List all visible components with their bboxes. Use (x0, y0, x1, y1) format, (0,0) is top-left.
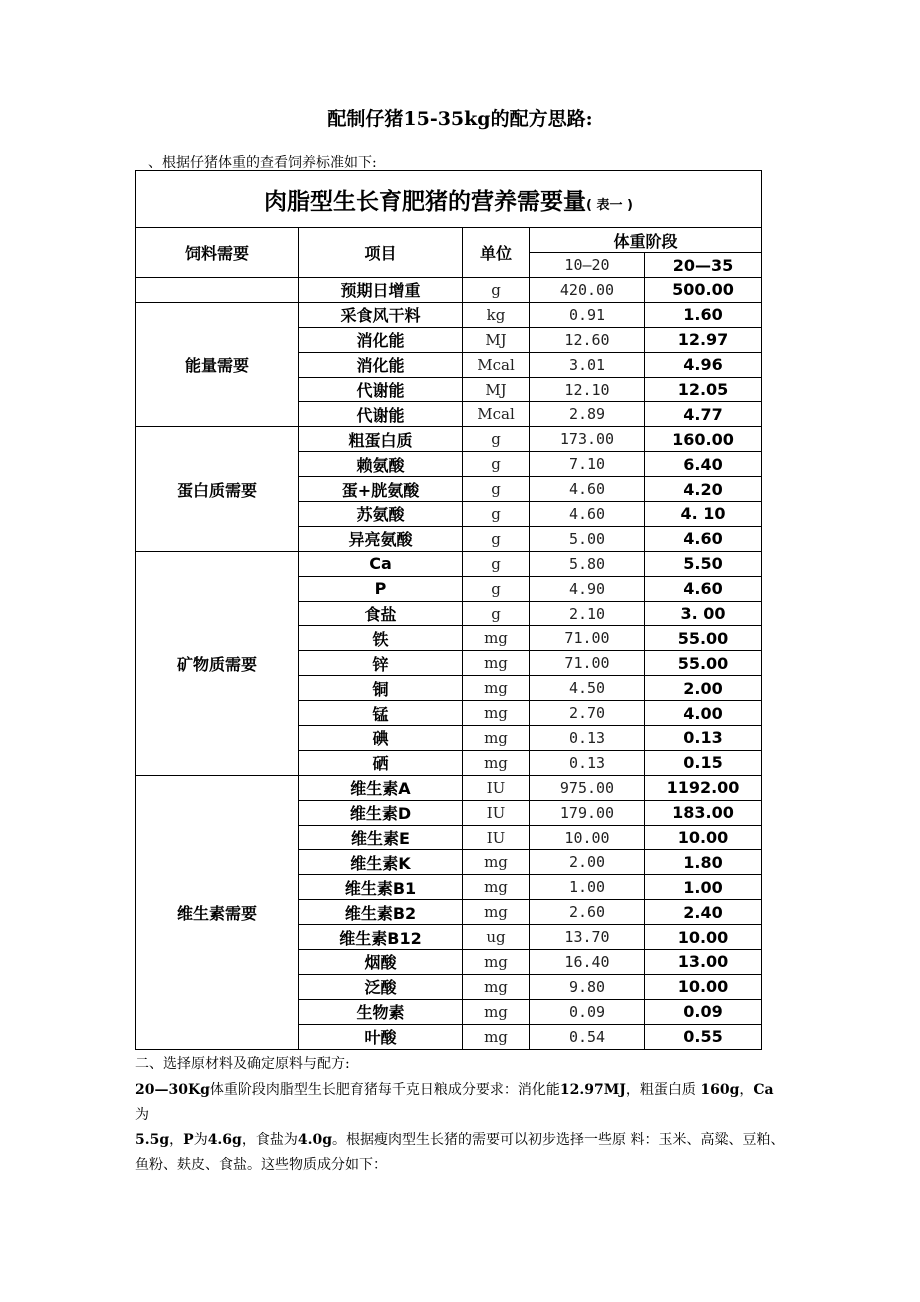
stage1-value: 16.40 (530, 950, 645, 975)
nutrition-table (135, 170, 762, 1050)
unit-cell: mg (463, 850, 530, 875)
stage2-value: 500.00 (645, 278, 762, 303)
unit-cell: Mcal (463, 402, 530, 427)
requirement-paragraph: 20—30Kg体重阶段肉脂型生长肥育猪每千克日粮成分要求：消化能12.97MJ，粗蛋白质 160g，Ca为 5.5g，P为4.6g，食盐为4.0g。根据瘦肉型生长猪的需要可以初步选择一些原 料：玉米、高粱、豆粕、鱼粉、麸皮、食盐。这些物质成分如下： (135, 1082, 785, 1173)
unit-cell: IU (463, 775, 530, 800)
stage1-value: 2.00 (530, 850, 645, 875)
item-cell: 消化能 (299, 327, 463, 352)
header-item: 项目 (299, 228, 463, 278)
stage2-value: 4.60 (645, 526, 762, 551)
stage1-value: 420.00 (530, 278, 645, 303)
stage2-value: 4.00 (645, 701, 762, 726)
group-cell-mineral: 矿物质需要 (136, 551, 299, 775)
table-row (136, 551, 762, 576)
intro-text: 、根据仔猪体重的查看饲养标准如下: (148, 155, 377, 171)
unit-cell: mg (463, 701, 530, 726)
stage2-value: 4.77 (645, 402, 762, 427)
unit-cell: mg (463, 726, 530, 751)
stage2-value: 13.00 (645, 950, 762, 975)
unit-cell: mg (463, 750, 530, 775)
item-cell: 铜 (299, 676, 463, 701)
unit-cell: g (463, 526, 530, 551)
unit-cell: mg (463, 974, 530, 999)
stage2-value: 1192.00 (645, 775, 762, 800)
unit-cell: IU (463, 800, 530, 825)
item-cell: 维生素B12 (299, 925, 463, 950)
stage1-value: 5.00 (530, 526, 645, 551)
item-cell: 维生素B2 (299, 900, 463, 925)
unit-cell: mg (463, 626, 530, 651)
stage2-value: 2.00 (645, 676, 762, 701)
stage2-value: 1.80 (645, 850, 762, 875)
stage2-value: 55.00 (645, 651, 762, 676)
unit-cell: g (463, 278, 530, 303)
table-caption-main: 肉脂型生长育肥猪的营养需要量 (264, 188, 587, 215)
item-cell: 维生素B1 (299, 875, 463, 900)
stage1-value: 2.70 (530, 701, 645, 726)
group-cell-protein: 蛋白质需要 (136, 427, 299, 551)
stage1-value: 0.91 (530, 302, 645, 327)
header-feed-req: 饲料需要 (136, 228, 299, 278)
stage1-value: 4.50 (530, 676, 645, 701)
item-cell: 代谢能 (299, 402, 463, 427)
stage2-value: 0.13 (645, 726, 762, 751)
stage1-value: 2.10 (530, 601, 645, 626)
unit-cell: g (463, 551, 530, 576)
unit-cell: g (463, 477, 530, 502)
unit-cell: MJ (463, 327, 530, 352)
unit-cell: mg (463, 999, 530, 1024)
stage1-value: 7.10 (530, 452, 645, 477)
stage1-value: 12.10 (530, 377, 645, 402)
stage1-value: 179.00 (530, 800, 645, 825)
stage1-value: 0.09 (530, 999, 645, 1024)
item-cell: 粗蛋白质 (299, 427, 463, 452)
table-caption-sub: ( 表一 ) (586, 197, 633, 213)
stage2-value: 4. 10 (645, 502, 762, 527)
unit-cell: Mcal (463, 352, 530, 377)
unit-cell: IU (463, 825, 530, 850)
stage2-value: 0.55 (645, 1024, 762, 1049)
stage1-value: 5.80 (530, 551, 645, 576)
stage2-value: 10.00 (645, 825, 762, 850)
item-cell: P (299, 576, 463, 601)
stage1-value: 0.13 (530, 726, 645, 751)
item-cell: 维生素D (299, 800, 463, 825)
header-weight-stage: 体重阶段 (530, 228, 762, 253)
stage1-value: 975.00 (530, 775, 645, 800)
table-row (136, 775, 762, 800)
stage1-value: 2.60 (530, 900, 645, 925)
stage1-value: 13.70 (530, 925, 645, 950)
item-cell: 维生素E (299, 825, 463, 850)
stage1-value: 3.01 (530, 352, 645, 377)
group-cell-empty (136, 278, 299, 303)
stage2-value: 2.40 (645, 900, 762, 925)
unit-cell: g (463, 576, 530, 601)
unit-cell: g (463, 427, 530, 452)
unit-cell: mg (463, 875, 530, 900)
stage2-value: 183.00 (645, 800, 762, 825)
item-cell: 异亮氨酸 (299, 526, 463, 551)
stage1-value: 10.00 (530, 825, 645, 850)
page-title: 配制仔猪15-35kg的配方思路: (327, 108, 593, 130)
stage2-value: 160.00 (645, 427, 762, 452)
item-cell: 食盐 (299, 601, 463, 626)
stage1-value: 4.60 (530, 502, 645, 527)
unit-cell: mg (463, 651, 530, 676)
stage2-value: 55.00 (645, 626, 762, 651)
table-row (136, 302, 762, 327)
table-row (136, 278, 762, 303)
item-cell: 苏氨酸 (299, 502, 463, 527)
stage2-value: 1.60 (645, 302, 762, 327)
stage2-value: 3. 00 (645, 601, 762, 626)
stage1-value: 71.00 (530, 651, 645, 676)
stage1-value: 2.89 (530, 402, 645, 427)
header-unit: 单位 (463, 228, 530, 278)
stage2-value: 4.96 (645, 352, 762, 377)
table-caption (136, 171, 762, 228)
stage2-value: 4.20 (645, 477, 762, 502)
item-cell: 预期日增重 (299, 278, 463, 303)
item-cell: 烟酸 (299, 950, 463, 975)
stage1-value: 4.60 (530, 477, 645, 502)
unit-cell: ug (463, 925, 530, 950)
stage1-value: 1.00 (530, 875, 645, 900)
unit-cell: g (463, 502, 530, 527)
unit-cell: mg (463, 1024, 530, 1049)
unit-cell: kg (463, 302, 530, 327)
stage1-value: 0.13 (530, 750, 645, 775)
group-cell-vitamin: 维生素需要 (136, 775, 299, 1049)
stage2-value: 1.00 (645, 875, 762, 900)
item-cell: 维生素A (299, 775, 463, 800)
item-cell: 泛酸 (299, 974, 463, 999)
item-cell: 铁 (299, 626, 463, 651)
item-cell: 消化能 (299, 352, 463, 377)
stage2-value: 0.15 (645, 750, 762, 775)
item-cell: 锰 (299, 701, 463, 726)
header-stage-2: 20—35 (645, 253, 762, 278)
stage1-value: 9.80 (530, 974, 645, 999)
item-cell: 采食风干料 (299, 302, 463, 327)
unit-cell: MJ (463, 377, 530, 402)
item-cell: 碘 (299, 726, 463, 751)
stage1-value: 4.90 (530, 576, 645, 601)
stage2-value: 5.50 (645, 551, 762, 576)
stage2-value: 10.00 (645, 925, 762, 950)
item-cell: 维生素K (299, 850, 463, 875)
stage1-value: 0.54 (530, 1024, 645, 1049)
header-stage-1: 10—20 (530, 253, 645, 278)
item-cell: 赖氨酸 (299, 452, 463, 477)
unit-cell: g (463, 452, 530, 477)
stage1-value: 173.00 (530, 427, 645, 452)
item-cell: 锌 (299, 651, 463, 676)
item-cell: 叶酸 (299, 1024, 463, 1049)
stage2-value: 12.97 (645, 327, 762, 352)
stage2-value: 4.60 (645, 576, 762, 601)
item-cell: 硒 (299, 750, 463, 775)
stage2-value: 6.40 (645, 452, 762, 477)
stage1-value: 12.60 (530, 327, 645, 352)
item-cell: 代谢能 (299, 377, 463, 402)
item-cell: 蛋+胱氨酸 (299, 477, 463, 502)
item-cell: Ca (299, 551, 463, 576)
item-cell: 生物素 (299, 999, 463, 1024)
stage2-value: 12.05 (645, 377, 762, 402)
group-cell-energy: 能量需要 (136, 302, 299, 426)
unit-cell: mg (463, 900, 530, 925)
stage1-value: 71.00 (530, 626, 645, 651)
table-row (136, 427, 762, 452)
unit-cell: mg (463, 950, 530, 975)
unit-cell: g (463, 601, 530, 626)
section-heading: 二、选择原材料及确定原料与配方: (135, 1056, 350, 1072)
unit-cell: mg (463, 676, 530, 701)
stage2-value: 10.00 (645, 974, 762, 999)
stage2-value: 0.09 (645, 999, 762, 1024)
